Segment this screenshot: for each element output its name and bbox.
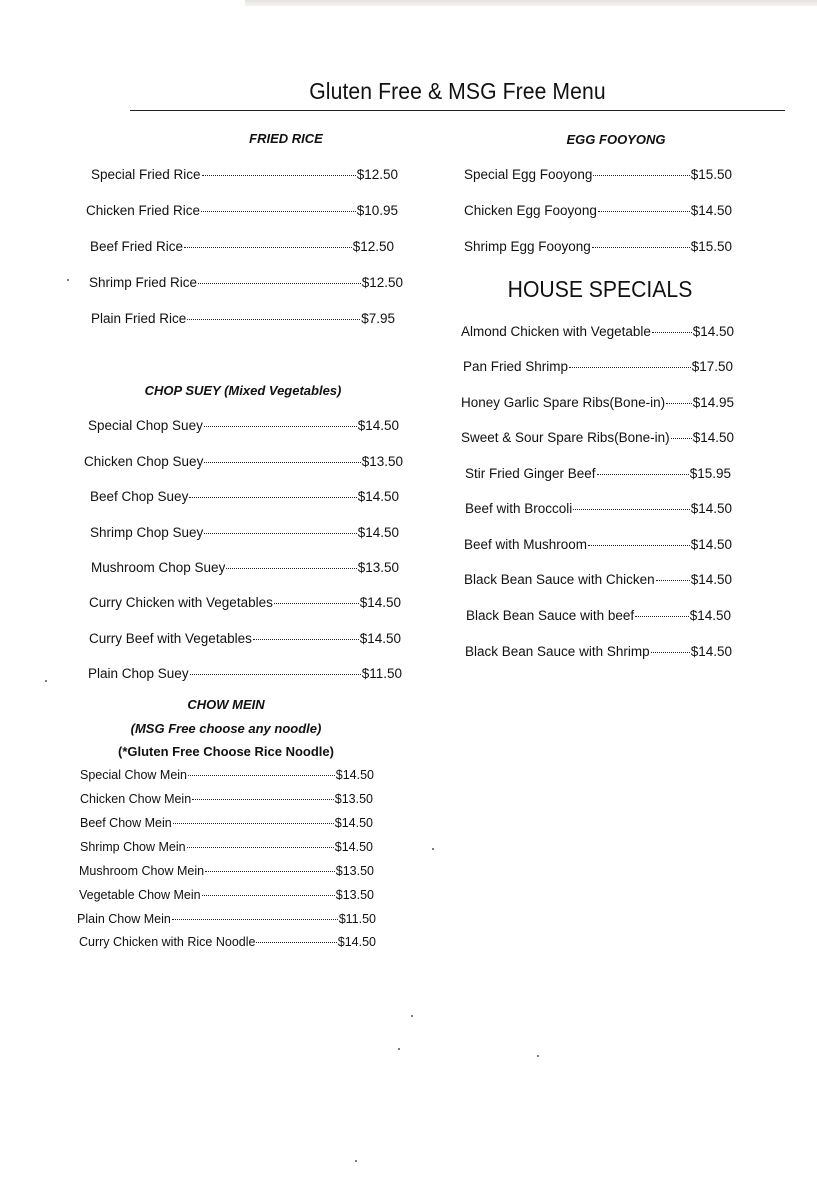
item-name: Black Bean Sauce with beef	[466, 608, 635, 623]
menu-item	[89, 595, 401, 610]
menu-item	[89, 631, 401, 646]
dot-leader	[190, 674, 361, 675]
dot-leader	[635, 616, 689, 617]
dot-leader	[569, 367, 691, 368]
menu-item	[461, 395, 734, 410]
dot-leader	[187, 319, 360, 320]
item-name: Black Bean Sauce with Chicken	[464, 572, 655, 587]
dot-leader	[204, 533, 356, 534]
dot-leader	[202, 895, 335, 896]
item-name: Mushroom Chow Mein	[79, 864, 205, 878]
menu-item	[461, 430, 734, 445]
item-price: $12.50	[356, 167, 398, 182]
item-price: $15.50	[690, 239, 732, 254]
scan-speck	[398, 1048, 400, 1050]
item-price: $14.50	[357, 418, 399, 433]
item-price: $14.50	[334, 840, 373, 854]
dot-leader	[205, 871, 335, 872]
item-price: $14.50	[690, 537, 732, 552]
item-price: $14.50	[334, 816, 373, 830]
menu-item	[90, 239, 394, 254]
dot-leader	[592, 247, 690, 248]
scan-speck	[355, 1160, 357, 1162]
item-price: $14.50	[690, 203, 732, 218]
house-specials-heading: HOUSE SPECIALS	[507, 276, 693, 302]
dot-leader	[671, 438, 692, 439]
menu-item	[463, 359, 733, 374]
item-name: Special Fried Rice	[91, 167, 201, 182]
menu-item	[80, 768, 374, 782]
item-price: $15.50	[690, 167, 732, 182]
item-price: $14.50	[337, 935, 376, 949]
menu-item	[466, 608, 731, 623]
item-name: Beef Fried Rice	[90, 239, 184, 254]
dot-leader	[188, 775, 335, 776]
menu-item	[88, 418, 399, 433]
item-price: $14.50	[357, 489, 399, 504]
chow-mein-heading: CHOW MEIN	[187, 697, 265, 712]
dot-leader	[226, 568, 356, 569]
menu-item	[90, 489, 399, 504]
dot-leader	[588, 545, 690, 546]
item-name: Beef Chow Mein	[80, 816, 172, 830]
item-name: Beef with Mushroom	[464, 537, 588, 552]
menu-item	[91, 167, 398, 182]
item-name: Plain Chop Suey	[88, 666, 189, 681]
scan-speck	[432, 848, 434, 850]
item-name: Plain Fried Rice	[91, 311, 187, 326]
item-price: $14.95	[692, 395, 734, 410]
item-price: $14.50	[335, 768, 374, 782]
item-name: Curry Chicken with Rice Noodle	[79, 935, 256, 949]
menu-item	[86, 203, 398, 218]
menu-item	[464, 239, 732, 254]
dot-leader	[173, 823, 334, 824]
item-name: Stir Fried Ginger Beef	[465, 466, 596, 481]
item-name: Chicken Egg Fooyong	[464, 203, 597, 218]
item-name: Almond Chicken with Vegetable	[461, 324, 651, 339]
chow-mein-note-msg: (MSG Free choose any noodle)	[130, 721, 322, 736]
item-price: $14.50	[357, 525, 399, 540]
item-name: Black Bean Sauce with Shrimp	[465, 644, 650, 659]
item-name: Shrimp Chop Suey	[90, 525, 204, 540]
item-name: Beef Chop Suey	[90, 489, 189, 504]
dot-leader	[256, 942, 336, 943]
dot-leader	[656, 580, 690, 581]
item-name: Honey Garlic Spare Ribs(Bone-in)	[461, 395, 666, 410]
dot-leader	[593, 175, 689, 176]
item-price: $14.50	[690, 501, 732, 516]
menu-item	[464, 167, 732, 182]
dot-leader	[187, 847, 334, 848]
item-price: $15.95	[689, 466, 731, 481]
scan-speck	[45, 680, 47, 682]
dot-leader	[192, 799, 334, 800]
chop-suey-heading: CHOP SUEY (Mixed Vegetables)	[144, 383, 342, 398]
menu-item	[90, 525, 399, 540]
menu-item	[89, 275, 403, 290]
item-price: $13.50	[357, 560, 399, 575]
item-price: $13.50	[334, 792, 373, 806]
item-name: Special Egg Fooyong	[464, 167, 593, 182]
title-divider	[130, 110, 785, 111]
item-name: Special Chow Mein	[80, 768, 187, 782]
item-name: Chicken Chop Suey	[84, 454, 204, 469]
item-name: Shrimp Chow Mein	[80, 840, 186, 854]
menu-item	[79, 864, 374, 878]
item-price: $14.50	[692, 324, 734, 339]
menu-item	[80, 816, 373, 830]
item-name: Shrimp Fried Rice	[89, 275, 198, 290]
item-price: $14.50	[359, 631, 401, 646]
item-price: $14.50	[359, 595, 401, 610]
item-name: Plain Chow Mein	[77, 912, 171, 926]
menu-item	[80, 792, 373, 806]
item-name: Pan Fried Shrimp	[463, 359, 569, 374]
dot-leader	[172, 919, 338, 920]
menu-item	[464, 572, 732, 587]
scan-speck	[411, 1015, 413, 1017]
item-price: $10.95	[356, 203, 398, 218]
item-name: Sweet & Sour Spare Ribs(Bone-in)	[461, 430, 670, 445]
item-price: $13.50	[361, 454, 403, 469]
item-price: $11.50	[338, 912, 376, 926]
dot-leader	[651, 652, 690, 653]
scan-top-edge	[245, 0, 817, 6]
fried-rice-heading: FRIED RICE	[249, 131, 323, 146]
menu-item	[461, 324, 734, 339]
scan-speck	[67, 279, 69, 281]
item-price: $12.50	[352, 239, 394, 254]
item-price: $14.50	[690, 644, 732, 659]
menu-item	[465, 644, 732, 659]
dot-leader	[204, 426, 357, 427]
item-price: $14.50	[689, 608, 731, 623]
item-price: $13.50	[335, 864, 374, 878]
item-name: Beef with Broccoli	[465, 501, 573, 516]
item-name: Curry Chicken with Vegetables	[89, 595, 273, 610]
dot-leader	[253, 639, 359, 640]
item-price: $13.50	[335, 888, 374, 902]
scan-speck	[537, 1055, 539, 1057]
menu-item	[77, 912, 376, 926]
dot-leader	[184, 247, 352, 248]
menu-item	[465, 466, 731, 481]
item-name: Vegetable Chow Mein	[79, 888, 201, 902]
menu-item	[465, 501, 732, 516]
item-name: Special Chop Suey	[88, 418, 203, 433]
item-price: $12.50	[361, 275, 403, 290]
item-name: Chicken Chow Mein	[80, 792, 192, 806]
item-name: Chicken Fried Rice	[86, 203, 201, 218]
dot-leader	[201, 211, 356, 212]
menu-item	[84, 454, 403, 469]
menu-item	[79, 888, 374, 902]
menu-item	[88, 666, 402, 681]
dot-leader	[204, 462, 360, 463]
menu-item	[464, 537, 732, 552]
menu-item	[464, 203, 732, 218]
dot-leader	[597, 474, 689, 475]
dot-leader	[573, 509, 689, 510]
menu-item	[80, 840, 373, 854]
chow-mein-note-gluten: (*Gluten Free Choose Rice Noodle)	[118, 744, 334, 759]
item-price: $14.50	[692, 430, 734, 445]
dot-leader	[652, 332, 692, 333]
dot-leader	[666, 403, 692, 404]
menu-item	[79, 935, 376, 949]
dot-leader	[598, 211, 690, 212]
dot-leader	[202, 175, 356, 176]
dot-leader	[189, 497, 356, 498]
item-name: Shrimp Egg Fooyong	[464, 239, 591, 254]
item-price: $11.50	[361, 666, 402, 681]
egg-fooyong-heading: EGG FOOYONG	[566, 132, 666, 147]
item-name: Mushroom Chop Suey	[91, 560, 226, 575]
menu-item	[91, 311, 395, 326]
item-price: $14.50	[690, 572, 732, 587]
menu-item	[91, 560, 399, 575]
dot-leader	[274, 603, 359, 604]
dot-leader	[198, 283, 361, 284]
menu-title: Gluten Free & MSG Free Menu	[309, 78, 606, 104]
item-name: Curry Beef with Vegetables	[89, 631, 252, 646]
item-price: $17.50	[691, 359, 733, 374]
item-price: $7.95	[361, 311, 395, 326]
